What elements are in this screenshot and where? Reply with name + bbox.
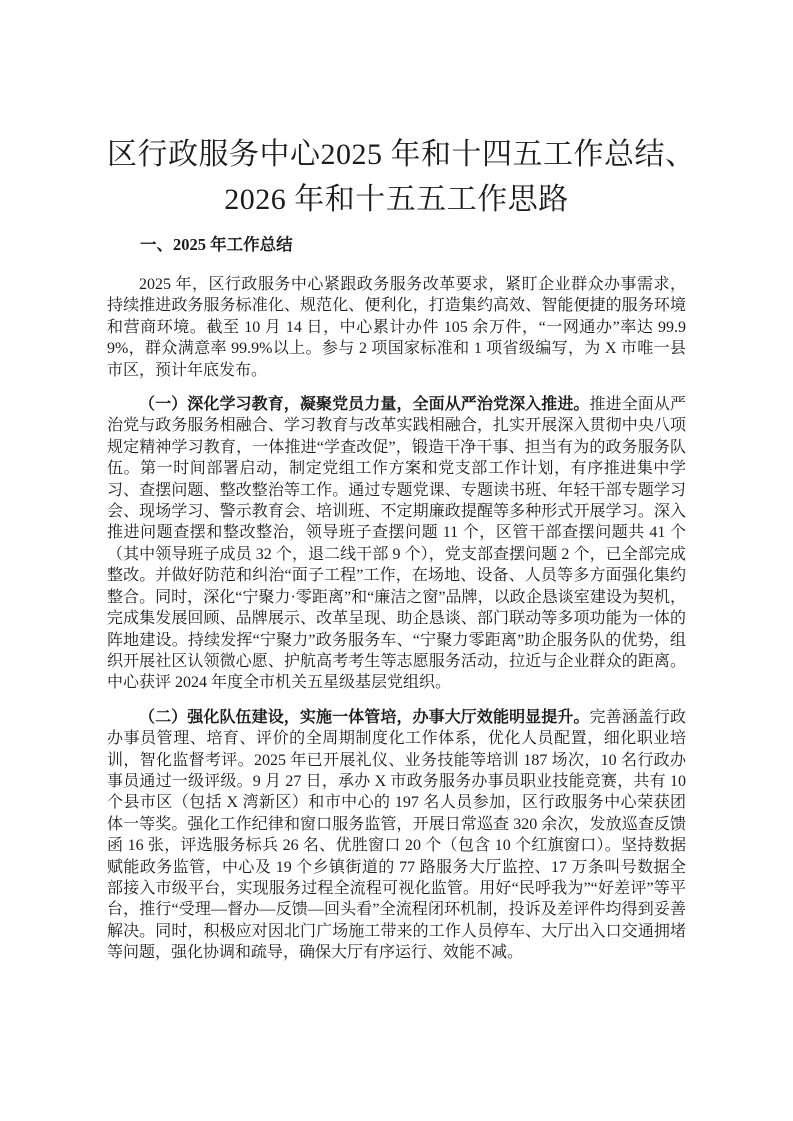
paragraph-overview xyxy=(107,274,686,381)
paragraph-item-1-text: 推进全面从严治党与政务服务相融合、学习教育与改革实践相融合，扎实开展深入贯彻中央八项规定精神学习教育，一体推进“学查改促”，锻造干净干事、担当有为的政务服务队伍。第一时间部署启动，制定党组工作方案和党支部工作计划，有序推进集中学习、查摆问题、整改整治等工作。通过专题党课、专题读书班、年轻干部专题学习会、现场学习、警示教育会、培训班、不定期廉政提醒等多种形式开展学习。深入推进问题查摆和整改整治，领导班子查摆问题 11 个，区管干部查摆问题共 41 个（其中领导班子成员 32 个，退二线干部 9 个），党支部查摆问题 2 个，已全部完成整改。并做好防范和纠治“面子工程”工作，在场地、设备、人员等多方面强化集约整合。同时，深化“宁聚力·零距离”和“廉洁之窗”品牌，以政企恳谈室建设为契机，完成集发展回顾、品牌展示、改革呈现、助企恳谈、部门联动等多项功能为一体的阵地建设。持续发挥“宁聚力”政务服务车、“宁聚力零距离”助企服务队的优势，组织开展社区认领微心愿、护航高考考生等志愿服务活动，拉近与企业群众的距离。中心获评 2024 年度全市机关五星级基层党组织。 xyxy=(107,396,686,692)
document-title-line-2: 2026 年和十五五工作思路 xyxy=(224,183,569,216)
section-heading-2025-summary: 一、2025 年工作总结 xyxy=(140,235,293,254)
paragraph-item-2 xyxy=(107,707,686,964)
document-title-line-1: 区行政服务中心2025 年和十四五工作总结、 xyxy=(107,138,696,171)
document-title xyxy=(107,132,696,222)
paragraph-overview-text: 2025 年，区行政服务中心紧跟政务服务改革要求，紧盯企业群众办事需求，持续推进政务服务标准化、规范化、便利化，打造集约高效、智能便捷的服务环境和营商环境。截至 10 月 14 日，中心累计办件 105 余万件，“一网通办”率达 99.99%，群众满意率 99.9%以上。参与 2 项国家标准和 1 项省级编写，为 X 市唯一县市区，预计年底发布。 xyxy=(107,276,686,379)
paragraph-item-2-text: 完善涵盖行政办事员管理、培育、评价的全周期制度化工作体系，优化人员配置，细化职业培训，智化监督考评。2025 年已开展礼仪、业务技能等培训 187 场次，10 名行政办事员通过一级评级。9 月 27 日，承办 X 市政务服务办事员职业技能竞赛，共有 10 个县市区（包括 X 湾新区）和市中心的 197 名人员参加，区行政服务中心荣获团体一等奖。强化工作纪律和窗口服务监管，开展日常巡查 320 余次，发放巡查反馈函 16 张，评选服务标兵 26 名、优胜窗口 20 个（包含 10 个红旗窗口）。坚持数据赋能政务监管，中心及 19 个乡镇街道的 77 路服务大厅监控、17 万条叫号数据全部接入市级平台，实现服务过程全流程可视化监管。用好“民呼我为”“好差评”等平台，推行“受理—督办—反馈—回头看”全流程闭环机制，投诉及差评件均得到妥善解决。同时，积极应对因北门广场施工带来的工作人员停车、大厅出入口交通拥堵等问题，强化协调和疏导，确保大厅有序运行、效能不减。 xyxy=(107,708,686,962)
paragraph-item-1-lead: （一）深化学习教育，凝聚党员力量，全面从严治党深入推进。 xyxy=(139,396,590,414)
paragraph-item-2-lead: （二）强化队伍建设，实施一体管培，办事大厅效能明显提升。 xyxy=(139,708,590,726)
paragraph-item-1 xyxy=(107,394,686,694)
